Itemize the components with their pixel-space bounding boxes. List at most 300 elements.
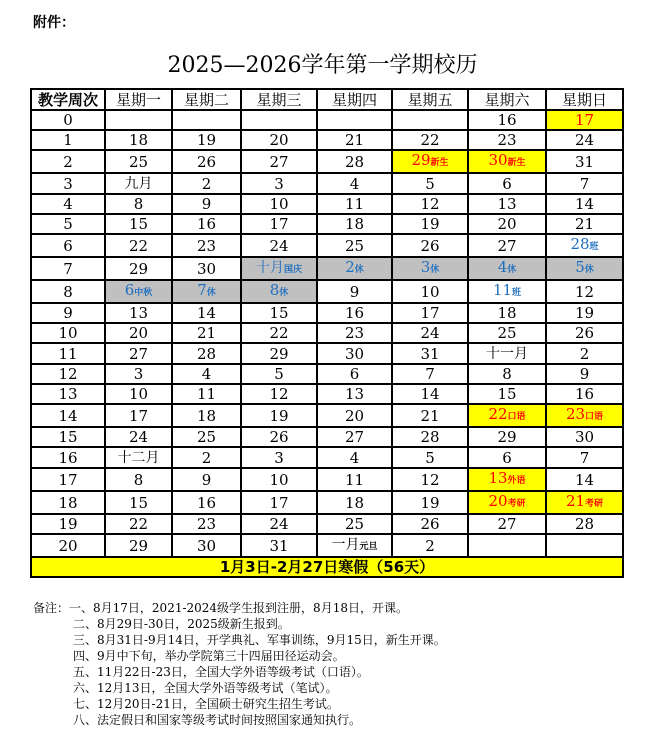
- day-value: 5: [575, 258, 585, 276]
- day-cell: [105, 130, 172, 150]
- day-value: 10: [128, 385, 149, 403]
- day-value: 10: [269, 470, 289, 489]
- week-number: 5: [31, 214, 105, 234]
- day-cell: [241, 514, 317, 534]
- day-cell: [392, 447, 468, 468]
- day-value: 8: [133, 195, 144, 213]
- day-value: 11: [196, 385, 217, 403]
- header-sat: 星期六: [468, 89, 546, 110]
- day-cell: [317, 343, 392, 364]
- week-row: [31, 323, 623, 343]
- day-value: 21: [420, 406, 440, 425]
- day-cell: [546, 303, 623, 323]
- day-cell: [317, 534, 392, 557]
- week-row: [31, 491, 623, 514]
- day-cell: [468, 468, 546, 491]
- day-value: 28: [344, 152, 365, 171]
- day-value: 21: [344, 131, 365, 149]
- day-value: 31: [269, 536, 289, 555]
- day-note: 休: [584, 265, 594, 275]
- week-row: [31, 404, 623, 427]
- day-value: 19: [269, 406, 289, 425]
- week-number: 11: [31, 343, 105, 364]
- week-row: [31, 534, 623, 557]
- week-number: 4: [31, 194, 105, 214]
- day-value: 18: [196, 406, 217, 425]
- day-cell: [468, 323, 546, 343]
- day-cell: [392, 384, 468, 404]
- day-value: 12: [269, 385, 289, 403]
- day-cell: [546, 257, 623, 280]
- day-value: 十月: [255, 260, 284, 276]
- day-cell: [172, 404, 241, 427]
- week-number: 7: [31, 257, 105, 280]
- day-cell: [241, 150, 317, 173]
- day-value: 12: [574, 282, 595, 301]
- vacation-row: [31, 557, 623, 577]
- day-cell: [392, 257, 468, 280]
- day-cell: [105, 384, 172, 404]
- day-cell: [546, 110, 623, 130]
- day-cell: [241, 468, 317, 491]
- day-cell: [392, 130, 468, 150]
- day-cell: [546, 468, 623, 491]
- page-title: 2025—2026学年第一学期校历: [167, 53, 478, 78]
- week-number: 3: [31, 173, 105, 194]
- header-row: [31, 89, 623, 110]
- header-fri: 星期五: [392, 89, 468, 110]
- day-cell: [172, 343, 241, 364]
- day-value: 27: [497, 515, 517, 533]
- day-cell: [317, 257, 392, 280]
- day-value: 22: [269, 324, 289, 342]
- day-value: 19: [196, 131, 217, 149]
- day-cell: [468, 173, 546, 194]
- day-value: 6: [502, 448, 512, 467]
- day-value: 22: [488, 405, 508, 423]
- day-note: 休: [206, 288, 216, 298]
- day-value: 十一月: [486, 346, 528, 362]
- day-value: 14: [196, 304, 217, 322]
- day-cell: [392, 214, 468, 234]
- day-value: 27: [269, 152, 289, 171]
- day-value: 15: [269, 304, 289, 322]
- day-cell: [241, 427, 317, 447]
- day-value: 20: [497, 215, 517, 233]
- day-cell: [392, 534, 468, 557]
- day-value: 8: [133, 470, 144, 489]
- day-cell: [468, 514, 546, 534]
- day-value: 10: [269, 195, 289, 213]
- remark-item: 八、法定假日和国家等级考试时间按照国家通知执行。: [73, 713, 362, 727]
- day-cell: [317, 364, 392, 384]
- day-cell: [105, 364, 172, 384]
- remarks-label: 备注：: [33, 601, 70, 615]
- day-cell: [172, 491, 241, 514]
- day-cell: [546, 343, 623, 364]
- day-value: 9: [579, 365, 590, 383]
- day-cell: [392, 150, 468, 173]
- day-value: 16: [497, 111, 517, 129]
- day-value: 7: [425, 365, 435, 383]
- day-value: 12: [420, 195, 440, 213]
- header-tue: 星期二: [172, 89, 241, 110]
- day-cell: [392, 427, 468, 447]
- day-value: 14: [420, 385, 440, 403]
- day-value: 8: [269, 281, 280, 299]
- day-cell: [468, 491, 546, 514]
- day-value: 23: [565, 405, 586, 423]
- day-value: 20: [488, 492, 508, 510]
- day-value: 12: [420, 470, 440, 489]
- day-note: 口语: [507, 412, 526, 422]
- day-cell: [105, 110, 172, 130]
- day-note: 口语: [585, 412, 604, 422]
- day-cell: [105, 514, 172, 534]
- day-value: 23: [196, 236, 217, 255]
- day-cell: [392, 110, 468, 130]
- week-row: [31, 280, 623, 303]
- day-value: 22: [420, 131, 440, 149]
- day-value: 19: [420, 215, 440, 233]
- day-cell: [392, 468, 468, 491]
- day-value: 11: [492, 281, 513, 299]
- day-cell: [105, 150, 172, 173]
- day-value: 18: [497, 304, 517, 322]
- day-value: 25: [128, 152, 149, 171]
- day-cell: [172, 173, 241, 194]
- day-value: 6: [349, 365, 360, 383]
- day-cell: [317, 214, 392, 234]
- day-cell: [317, 130, 392, 150]
- day-cell: [172, 468, 241, 491]
- day-value: 20: [269, 131, 289, 149]
- day-cell: [105, 323, 172, 343]
- week-number: 6: [31, 234, 105, 257]
- day-cell: [241, 404, 317, 427]
- week-row: [31, 194, 623, 214]
- day-note: 考研: [507, 499, 526, 509]
- day-value: 4: [349, 174, 360, 193]
- day-value: 30: [196, 536, 217, 555]
- day-cell: [317, 173, 392, 194]
- day-value: 7: [579, 174, 590, 193]
- week-number: 9: [31, 303, 105, 323]
- week-row: [31, 468, 623, 491]
- day-cell: [392, 303, 468, 323]
- day-value: 30: [344, 344, 365, 363]
- day-value: 22: [128, 515, 149, 533]
- day-cell: [172, 257, 241, 280]
- day-value: 3: [420, 258, 431, 276]
- day-cell: [468, 150, 546, 173]
- day-cell: [241, 364, 317, 384]
- day-value: 4: [349, 448, 360, 467]
- day-cell: [317, 404, 392, 427]
- day-value: 29: [269, 344, 289, 363]
- day-note: 休: [507, 265, 517, 275]
- day-cell: [546, 280, 623, 303]
- day-cell: [241, 323, 317, 343]
- week-number: 0: [31, 110, 105, 130]
- day-cell: [546, 491, 623, 514]
- week-row: [31, 364, 623, 384]
- day-cell: [317, 384, 392, 404]
- day-cell: [546, 384, 623, 404]
- day-value: 11: [344, 470, 365, 489]
- day-cell: [241, 384, 317, 404]
- day-cell: [241, 110, 317, 130]
- remark-item: 六、12月13日，全国大学外语等级考试（笔试）。: [73, 681, 338, 695]
- calendar-body: [31, 110, 623, 557]
- day-cell: [317, 234, 392, 257]
- day-value: 6: [124, 281, 135, 299]
- day-cell: [317, 427, 392, 447]
- day-cell: [392, 280, 468, 303]
- day-value: 23: [344, 324, 365, 342]
- day-value: 25: [497, 324, 517, 342]
- day-value: 15: [128, 493, 149, 512]
- day-cell: [546, 447, 623, 468]
- day-value: 21: [565, 492, 586, 510]
- day-note: 休: [354, 265, 364, 275]
- day-cell: [546, 404, 623, 427]
- day-value: 31: [420, 344, 440, 363]
- header-thu: 星期四: [317, 89, 392, 110]
- remark-item: 一、8月17日，2021-2024级学生报到注册，8月18日，开课。: [69, 601, 408, 615]
- week-row: [31, 173, 623, 194]
- day-cell: [241, 447, 317, 468]
- day-value: 13: [497, 195, 517, 213]
- day-cell: [241, 303, 317, 323]
- day-cell: [105, 303, 172, 323]
- day-note: 新生: [507, 158, 526, 168]
- day-cell: [241, 280, 317, 303]
- day-value: 一月: [331, 537, 360, 553]
- day-cell: [392, 514, 468, 534]
- day-value: 30: [488, 151, 508, 169]
- day-cell: [317, 303, 392, 323]
- day-value: 20: [128, 324, 149, 342]
- day-cell: [392, 173, 468, 194]
- day-value: 21: [196, 324, 217, 342]
- day-value: 2: [425, 536, 435, 555]
- day-cell: [105, 257, 172, 280]
- day-cell: [546, 323, 623, 343]
- day-value: 26: [420, 515, 440, 533]
- week-row: [31, 447, 623, 468]
- day-cell: [468, 303, 546, 323]
- day-value: 19: [574, 304, 595, 322]
- day-cell: [172, 214, 241, 234]
- week-number: 14: [31, 404, 105, 427]
- day-value: 十二月: [117, 450, 160, 466]
- week-row: [31, 343, 623, 364]
- day-cell: [105, 280, 172, 303]
- day-value: 28: [196, 344, 217, 363]
- week-row: [31, 427, 623, 447]
- day-cell: [105, 427, 172, 447]
- day-cell: [172, 110, 241, 130]
- day-cell: [317, 514, 392, 534]
- day-cell: [546, 150, 623, 173]
- day-note: 考研: [585, 499, 604, 509]
- day-cell: [172, 534, 241, 557]
- week-number: 18: [31, 491, 105, 514]
- day-note: 国庆: [283, 265, 302, 275]
- day-value: 20: [344, 406, 365, 425]
- day-value: 13: [128, 304, 149, 322]
- header-mon: 星期一: [105, 89, 172, 110]
- day-value: 7: [197, 281, 207, 299]
- day-value: 5: [425, 448, 435, 467]
- day-cell: [468, 214, 546, 234]
- day-value: 24: [574, 131, 595, 149]
- day-cell: [468, 427, 546, 447]
- week-number: 15: [31, 427, 105, 447]
- day-note: 外语: [507, 476, 526, 486]
- day-cell: [317, 150, 392, 173]
- day-value: 30: [574, 428, 595, 446]
- day-value: 16: [344, 304, 365, 322]
- header-week: 教学周次: [31, 89, 105, 110]
- day-value: 2: [579, 344, 590, 363]
- week-row: [31, 303, 623, 323]
- day-cell: [241, 343, 317, 364]
- week-row: [31, 214, 623, 234]
- day-cell: [172, 364, 241, 384]
- header-sun: 星期日: [546, 89, 623, 110]
- week-number: 8: [31, 280, 105, 303]
- day-cell: [105, 173, 172, 194]
- day-value: 27: [344, 428, 365, 446]
- day-value: 14: [574, 470, 595, 489]
- day-cell: [317, 280, 392, 303]
- day-cell: [392, 364, 468, 384]
- school-calendar-table: [30, 88, 624, 578]
- day-value: 30: [196, 259, 217, 278]
- week-number: 17: [31, 468, 105, 491]
- week-number: 19: [31, 514, 105, 534]
- day-value: 17: [269, 215, 289, 233]
- day-cell: [468, 534, 546, 557]
- day-value: 5: [425, 174, 435, 193]
- day-cell: [392, 491, 468, 514]
- day-cell: [468, 110, 546, 130]
- day-value: 24: [269, 515, 289, 533]
- day-cell: [241, 214, 317, 234]
- week-number: 1: [31, 130, 105, 150]
- day-cell: [317, 323, 392, 343]
- day-cell: [546, 364, 623, 384]
- day-cell: [172, 514, 241, 534]
- day-cell: [468, 234, 546, 257]
- week-row: [31, 150, 623, 173]
- day-cell: [468, 384, 546, 404]
- day-value: 2: [345, 258, 355, 276]
- day-cell: [241, 173, 317, 194]
- day-value: 9: [349, 282, 360, 301]
- day-value: 29: [497, 428, 517, 446]
- day-cell: [172, 194, 241, 214]
- day-cell: [105, 468, 172, 491]
- week-row: [31, 257, 623, 280]
- day-cell: [546, 427, 623, 447]
- day-value: 25: [196, 428, 217, 446]
- day-cell: [468, 364, 546, 384]
- day-value: 15: [128, 215, 149, 233]
- day-value: 26: [269, 428, 289, 446]
- day-cell: [241, 257, 317, 280]
- day-value: 28: [574, 515, 595, 533]
- day-cell: [392, 234, 468, 257]
- day-value: 16: [196, 493, 217, 512]
- attachment-label: 附件：: [33, 15, 75, 31]
- day-cell: [241, 194, 317, 214]
- day-value: 6: [502, 174, 512, 193]
- day-cell: [172, 447, 241, 468]
- day-cell: [468, 257, 546, 280]
- day-cell: [546, 194, 623, 214]
- day-cell: [172, 234, 241, 257]
- day-value: 26: [196, 152, 217, 171]
- day-cell: [241, 491, 317, 514]
- day-cell: [105, 447, 172, 468]
- day-cell: [317, 447, 392, 468]
- day-value: 27: [128, 344, 149, 363]
- day-cell: [468, 194, 546, 214]
- day-value: 11: [344, 195, 365, 213]
- day-cell: [546, 234, 623, 257]
- day-value: 24: [420, 324, 440, 342]
- week-row: [31, 384, 623, 404]
- day-cell: [468, 130, 546, 150]
- day-value: 26: [574, 324, 595, 342]
- day-value: 2: [201, 448, 212, 467]
- week-number: 10: [31, 323, 105, 343]
- day-value: 28: [420, 428, 440, 446]
- day-value: 18: [128, 131, 149, 149]
- week-row: [31, 130, 623, 150]
- day-value: 13: [344, 385, 365, 403]
- day-cell: [317, 491, 392, 514]
- day-value: 23: [497, 131, 517, 149]
- day-value: 31: [574, 152, 595, 171]
- day-value: 26: [420, 236, 440, 255]
- day-value: 8: [502, 365, 512, 383]
- day-value: 22: [128, 236, 149, 255]
- header-wed: 星期三: [241, 89, 317, 110]
- day-value: 17: [128, 406, 149, 425]
- day-note: 休: [430, 265, 440, 275]
- week-number: 16: [31, 447, 105, 468]
- day-cell: [468, 404, 546, 427]
- day-value: 3: [274, 448, 284, 467]
- day-value: 25: [344, 515, 365, 533]
- remark-line-1: [33, 600, 446, 616]
- remark-item: 七、12月20日-21日，全国硕士研究生招生考试。: [73, 697, 339, 711]
- day-value: 29: [128, 259, 149, 278]
- day-value: 17: [574, 111, 595, 129]
- day-value: 4: [201, 365, 212, 383]
- day-cell: [546, 214, 623, 234]
- day-cell: [241, 234, 317, 257]
- week-row: [31, 234, 623, 257]
- remarks-section: [33, 600, 446, 728]
- day-value: 17: [420, 304, 440, 322]
- remark-item: 二、8月29日-30日，2025级新生报到。: [73, 617, 290, 631]
- week-number: 13: [31, 384, 105, 404]
